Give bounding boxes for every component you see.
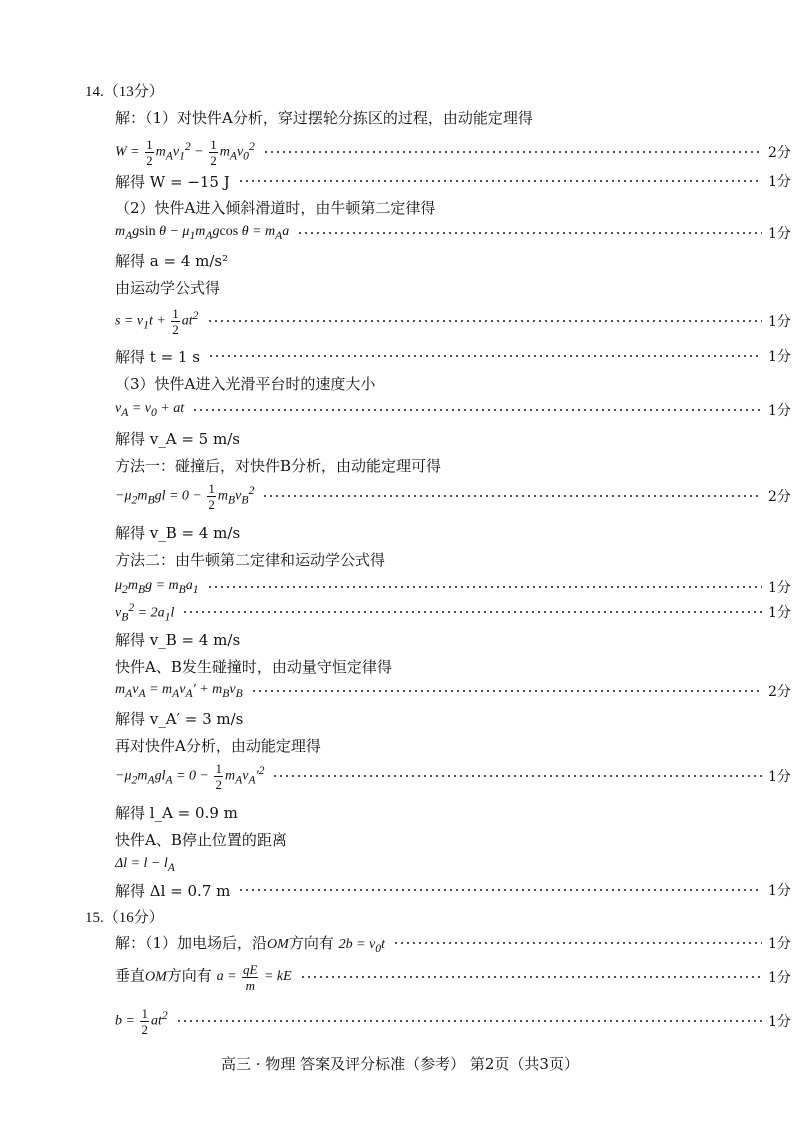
q14-res-vb1-row (0, 517, 800, 547)
leader-dots (176, 1020, 762, 1022)
leader-dots (238, 889, 762, 891)
q14-eq-va-row (0, 395, 800, 425)
leader-dots (393, 942, 762, 944)
score: 1分 (768, 883, 791, 899)
result-la: 解得 l_A = 0.9 m (115, 803, 238, 822)
q14-intro-row (0, 102, 800, 132)
q14-res-a-row (0, 245, 800, 275)
q14-method1-row (0, 450, 800, 480)
score: 1分 (768, 349, 791, 365)
q14-kin-row (0, 272, 800, 302)
leader-dots (297, 232, 762, 234)
score: 2分 (768, 684, 791, 700)
score: 1分 (768, 403, 791, 419)
score: 1分 (768, 970, 791, 986)
score: 1分 (768, 314, 791, 330)
leader-dots (182, 611, 762, 613)
q14-part3: （3）快件A进入光滑平台时的速度大小 (115, 374, 376, 393)
q14-part3-row (0, 368, 800, 398)
q15-line1-row (0, 928, 800, 958)
leader-dots (208, 355, 762, 357)
q14-res-vb2-row (0, 624, 800, 654)
result-a: 解得 a = 4 m/s² (115, 251, 229, 270)
eq-newton: $m_Agsin$ $\theta - \mu_1m_Agcos$ $\theta = m_Aa$ (115, 224, 290, 242)
result-work: 解得 W = −15 J (115, 172, 230, 191)
eq-energy-a: $-\mu_2m_Agl_A = 0$ − $\frac{1}{2}$ $m_Av_A'^2$ (115, 760, 265, 792)
score: 1分 (768, 769, 791, 785)
result-vb-2: 解得 v_B = 4 m/s (115, 630, 241, 649)
q14-header-row (0, 75, 800, 105)
q14-eq-mom-row (0, 676, 800, 706)
eq-b: b = $\frac{1}{2}$ $at^2$ (115, 1005, 168, 1037)
score: 2分 (768, 489, 791, 505)
q15-header: 15.（16分） (85, 909, 164, 926)
score: 1分 (768, 174, 791, 190)
leader-dots (192, 409, 762, 411)
q14-eq-s-row (0, 303, 800, 339)
result-va: 解得 v_A = 5 m/s (115, 429, 240, 448)
leader-dots (272, 775, 762, 777)
result-vb-1: 解得 v_B = 4 m/s (115, 523, 241, 542)
again-intro: 再对快件A分析，由动能定理得 (115, 736, 321, 755)
q15-line2-row (0, 958, 800, 996)
result-dl: 解得 Δl = 0.7 m (115, 881, 231, 900)
distance-intro: 快件A、B停止位置的距离 (115, 830, 287, 849)
q14-res-va-row (0, 423, 800, 453)
q14-res-t-row (0, 341, 800, 371)
q14-method2-row (0, 544, 800, 574)
method-two: 方法二：由牛顿第二定律和运动学公式得 (115, 550, 386, 569)
q14-eq-m2b-row (0, 597, 800, 627)
leader-dots (300, 976, 762, 978)
kinematics-intro: 由运动学公式得 (115, 278, 221, 297)
q14-res-la-row (0, 797, 800, 827)
eq-displacement: $s = v_1t$ + $\frac{1}{2}$ $at^2$ (115, 305, 199, 337)
result-t: 解得 t = 1 s (115, 347, 200, 366)
eq-velocity-a: $v_A = v_0$ + at (115, 401, 185, 419)
q15-line1: 解：（1）加电场后，沿OM方向有 $2b = v_0t$ (115, 933, 385, 955)
leader-dots (207, 320, 763, 322)
eq-momentum: $m_Av_A = m_Av_A' + m_Bv_B$ (115, 682, 243, 700)
q15-line2: 垂直OM方向有 a = $\frac{qE}{m}$ = kE (115, 961, 292, 993)
q14-newton-row (0, 218, 800, 248)
q14-again-row (0, 730, 800, 760)
leader-dots (238, 180, 762, 182)
q14-eq-w-row (0, 135, 800, 169)
eq-friction-b: $\mu_2m_Bg = m_Ba_1$ (115, 578, 199, 596)
score: 1分 (768, 580, 791, 596)
q15-line3-row (0, 1003, 800, 1039)
q14-res-va2-row (0, 703, 800, 733)
q15-header-row (0, 901, 800, 931)
score: 1分 (768, 1014, 791, 1030)
eq-kinematic-b: $v_B^2 = 2a_1l$ (115, 600, 175, 624)
q14-eq-m1-row (0, 478, 800, 514)
page-footer: 高三 · 物理 答案及评分标准（参考） 第2页（共3页） (221, 1055, 579, 1073)
method-one: 方法一：碰撞后，对快件B分析，由动能定理可得 (115, 456, 442, 475)
leader-dots (263, 151, 762, 153)
score: 1分 (768, 226, 791, 242)
leader-dots (251, 690, 762, 692)
leader-dots (262, 495, 762, 497)
collision-intro: 快件A、B发生碰撞时，由动量守恒定律得 (115, 657, 392, 676)
eq-energy-b: $-\mu_2m_Bgl = 0$ − $\frac{1}{2}$ $m_Bv_B^2$ (115, 480, 255, 512)
q14-header: 14.（13分） (85, 83, 164, 100)
q14-part2: （2）快件A进入倾斜滑道时，由牛顿第二定律得 (115, 198, 436, 217)
leader-dots (207, 586, 762, 588)
eq-distance: $\Delta l = l - l_A$ (115, 856, 175, 874)
eq-work: W = $\frac{1}{2}$ $m_Av_1^2$ − $\frac{1}{2}$ $m_Av_0^2$ (115, 136, 255, 168)
q14-intro: 解：（1）对快件A分析，穿过摆轮分拣区的过程，由动能定理得 (115, 108, 533, 127)
result-va-prime: 解得 v_A′ = 3 m/s (115, 709, 244, 728)
score: 1分 (768, 936, 791, 952)
q14-eq-energy-a-row (0, 758, 800, 794)
score: 2分 (768, 145, 791, 161)
score: 1分 (768, 605, 791, 621)
